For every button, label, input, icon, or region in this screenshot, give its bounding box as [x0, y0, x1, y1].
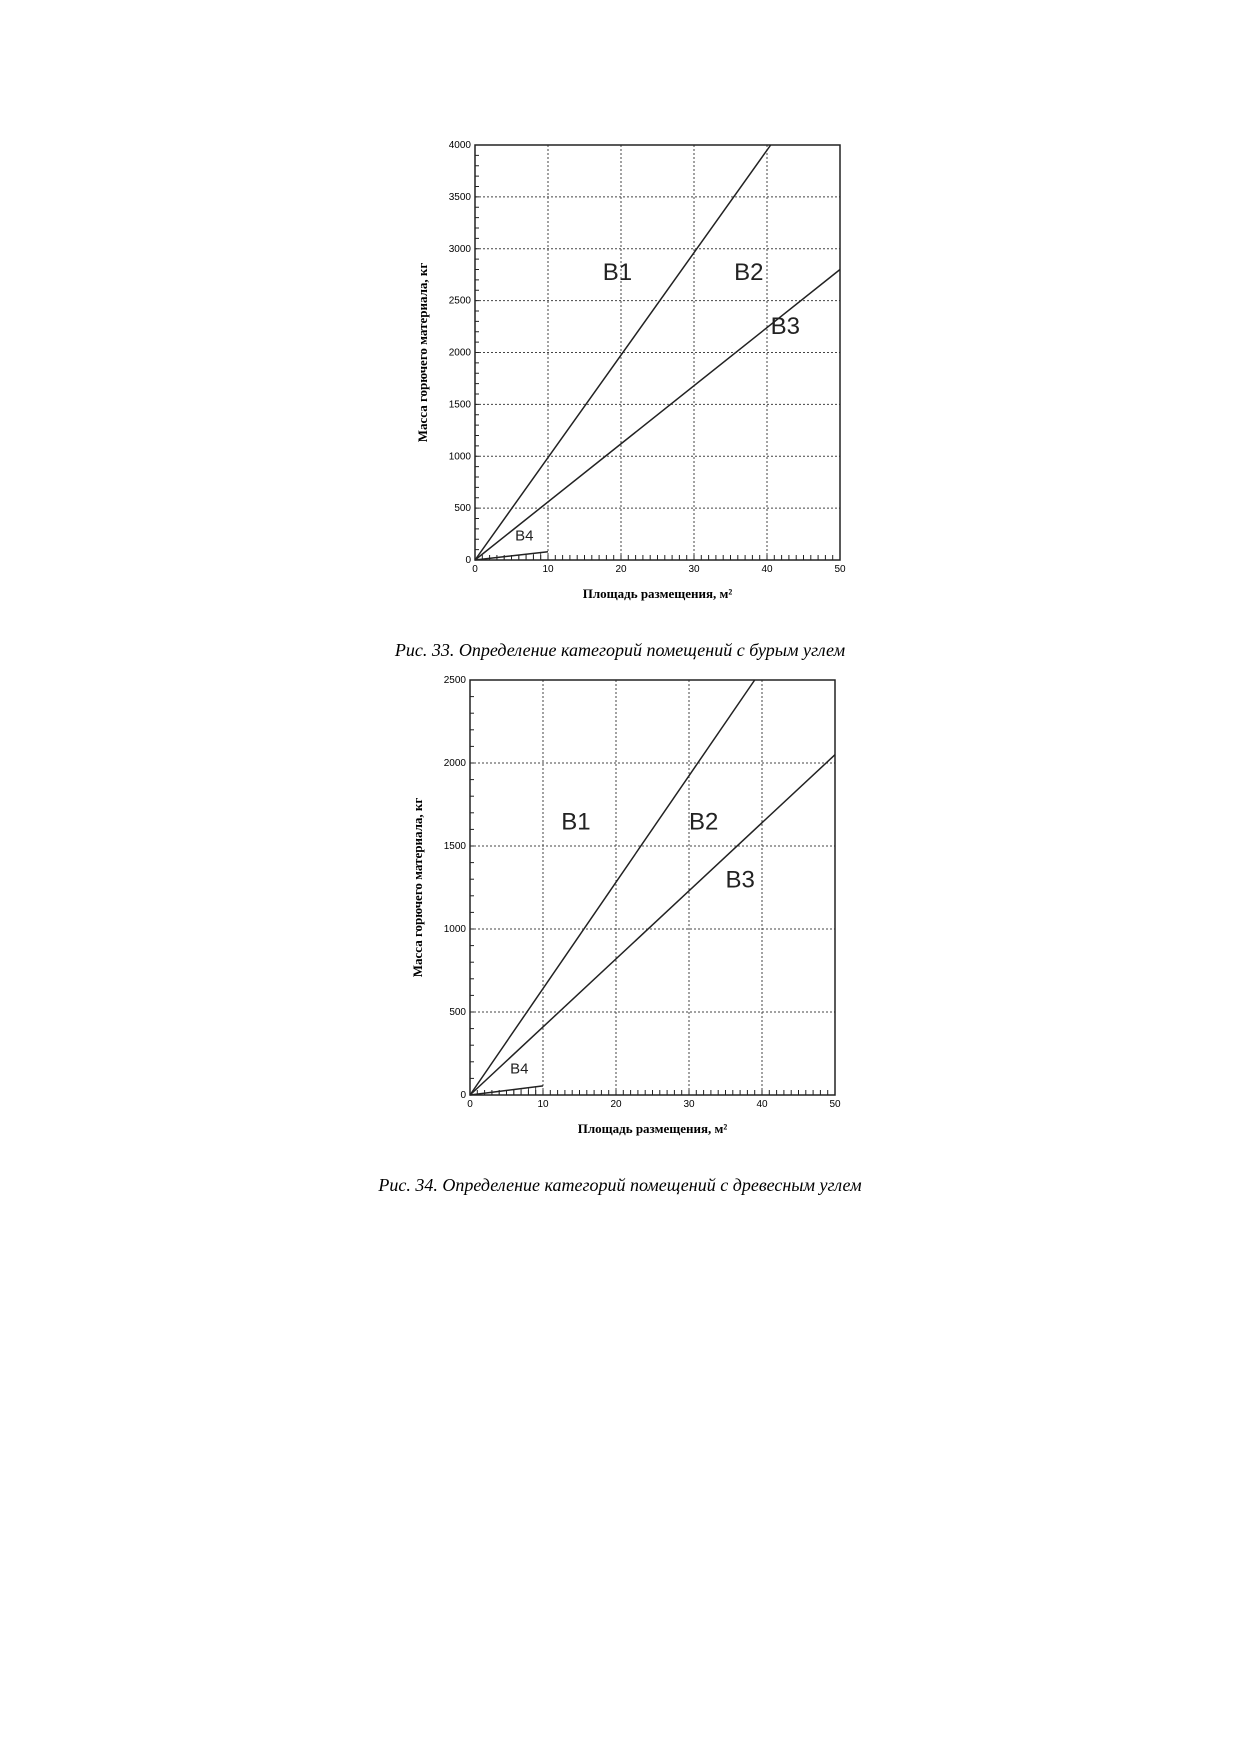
region-label: В2	[734, 258, 764, 286]
figure-34	[0, 675, 1240, 1165]
y-tick-label: 3000	[448, 243, 471, 255]
region-label: В2	[689, 808, 719, 836]
region-label: В1	[561, 808, 591, 836]
region-label: В3	[725, 866, 755, 894]
x-axis-label: Площадь размещения, м²	[577, 1121, 728, 1136]
y-tick-label: 1000	[443, 924, 466, 935]
y-tick-label: 1000	[448, 451, 471, 463]
x-tick-label: 30	[688, 564, 700, 575]
series-line-1	[470, 680, 755, 1095]
y-tick-label: 1500	[448, 399, 471, 411]
region-label: В4	[515, 527, 534, 545]
y-tick-label: 500	[449, 1007, 466, 1018]
y-tick-label: 3500	[448, 191, 471, 203]
region-label: В3	[770, 312, 801, 340]
y-tick-label: 0	[460, 1090, 466, 1101]
region-label: В4	[510, 1060, 529, 1078]
chart-brown-coal	[400, 140, 880, 630]
x-tick-label: 40	[756, 1099, 768, 1110]
y-tick-label: 4000	[448, 140, 471, 151]
y-tick-label: 500	[454, 503, 471, 515]
x-tick-label: 0	[467, 1099, 473, 1110]
x-tick-label: 10	[537, 1099, 549, 1110]
x-tick-label: 20	[610, 1099, 622, 1110]
x-tick-label: 30	[683, 1099, 695, 1110]
y-tick-label: 0	[465, 555, 471, 566]
y-tick-label: 1500	[443, 841, 466, 852]
y-axis-label: Масса горючего материала, кг	[415, 262, 430, 443]
caption-figure-34: Рис. 34. Определение категорий помещений с древесным углем	[378, 1175, 862, 1195]
x-axis-label: Площадь размещения, м²	[582, 586, 733, 601]
x-tick-label: 40	[761, 564, 773, 575]
series-line-2	[470, 755, 835, 1095]
x-tick-label: 0	[472, 564, 478, 575]
x-tick-label: 50	[834, 564, 846, 575]
y-tick-label: 2500	[448, 295, 471, 307]
caption-figure-33: Рис. 33. Определение категорий помещений с бурым углем	[394, 640, 846, 660]
figure-33	[0, 140, 1240, 630]
plot-frame	[470, 680, 835, 1095]
y-tick-label: 2000	[448, 347, 471, 359]
x-tick-label: 20	[615, 564, 627, 575]
y-axis-label: Масса горючего материала, кг	[410, 797, 425, 978]
y-tick-label: 2500	[443, 675, 466, 686]
plot-frame	[475, 145, 840, 560]
x-tick-label: 50	[829, 1099, 841, 1110]
region-label: В1	[602, 258, 633, 286]
y-tick-label: 2000	[443, 758, 466, 769]
chart-charcoal	[400, 675, 880, 1165]
x-tick-label: 10	[542, 564, 554, 575]
